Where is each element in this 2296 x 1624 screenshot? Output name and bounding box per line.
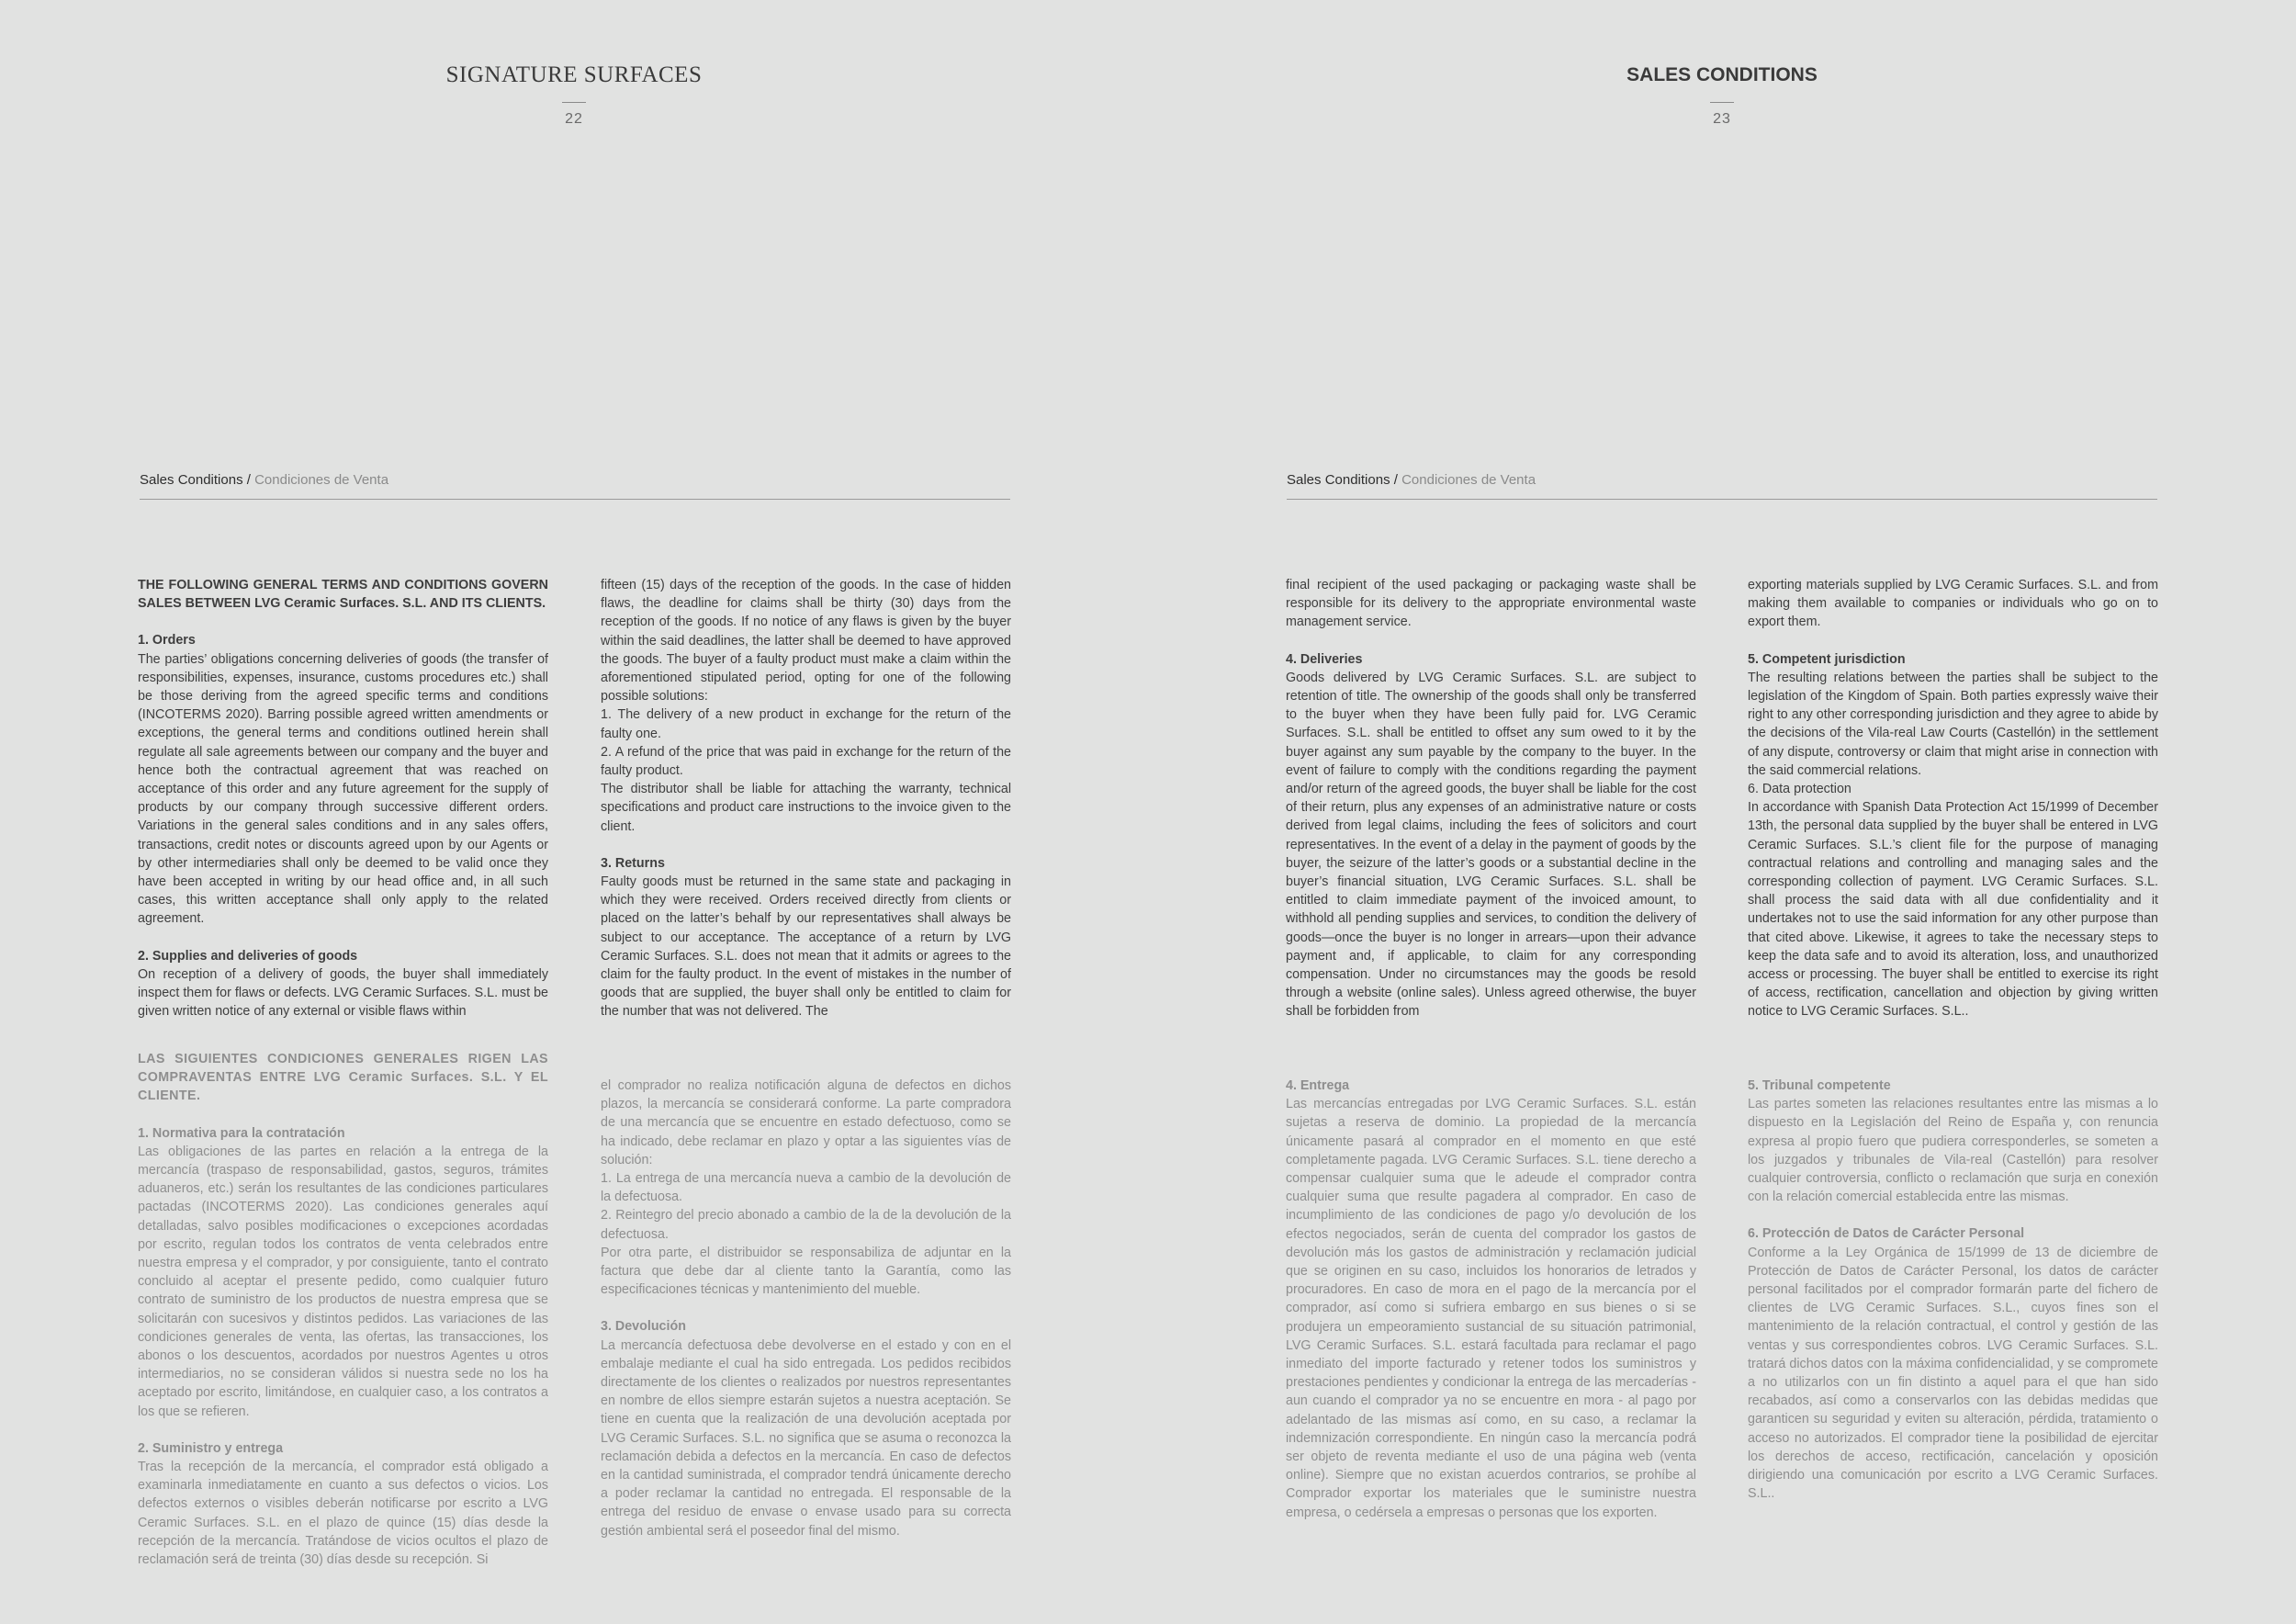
col2-spanish [601,1077,1011,1540]
heading-returns: 3. Returns [601,855,665,871]
breadcrumb-primary: Sales Conditions [140,472,243,488]
paragraph-packaging: final recipient of the used packaging or packaging waste shall be responsible for its delivery to the appropriate environmental waste management service. [1286,578,1696,630]
right-page-title: SALES CONDITIONS [1626,64,1818,85]
paragraph-supplies: On reception of a delivery of goods, the buyer shall immediately inspect them for flaws or defects. LVG Ceramic Surfaces. S.L. must be given written notice of any external or visible flaws within [138,966,548,1020]
paragraph-exporting: exporting materials supplied by LVG Ceramic Surfaces. S.L. and from making them available to companies or individuals who go on to export them. [1748,578,2158,630]
paragraph-suministro: Tras la recepción de la mercancía, el comprador está obligado a examinarla inmediatamente en cuanto a sus defectos o vicios. Los defectos externos o visibles deberán notificarse por escrito a LVG Ceramic Surfaces. S.L. en el plazo de quince (15) días desde la recepción de la mercancía. Tratándose de vicios ocultos el plazo de reclamación será de treinta (30) días desde su recepción. Si [138,1460,548,1568]
heading-tribunal: 5. Tribunal competente [1748,1078,1891,1093]
paragraph-option-2: 2. A refund of the price that was paid in exchange for the return of the faulty product. [601,744,1011,779]
paragraph-distributor: The distributor shall be liable for attaching the warranty, technical specifications and product care instructions to the invoice given to the client. [601,782,1011,834]
paragraph-normativa: Las obligaciones de las partes en relación a la entrega de la mercancía (traspaso de responsabilidad, gastos, seguros, trámites aduaneros, etc.) serán los resultantes de las condiciones particulares pactadas (INCOTERMS 2020). Las condiciones generales aquí detalladas, salvo posibles modificaciones o excepciones acordadas por escrito, regulan todos los contratos de venta celebrados entre nuestra empresa y el comprador, y por consiguiente, tanto el contrato concluido al aceptar el presente pedido, como cualquier futuro contrato de suministro de los productos de nuestra empresa que se solicitarán con sucesivos y distintos pedidos. Las variaciones de las condiciones generales de venta, las ofertas, las transacciones, los abonos o los descuentos, acordados por nuestros Agentes u otros intermediarios, no se consideran válidos si nuestra sede no los ha aceptado por escrito, limitándose, en cualquier caso, a los contratos a los que se refieren. [138,1144,548,1419]
left-page-title: SIGNATURE SURFACES [445,62,703,87]
paragraph-distribuidor: Por otra parte, el distribuidor se responsabiliza de adjuntar en la factura que debe dar al cliente tanto la Garantía, como las especificaciones técnicas y mantenimiento del mueble. [601,1245,1011,1298]
col2-english [601,576,1011,1021]
intro-en: THE FOLLOWING GENERAL TERMS AND CONDITIONS GOVERN SALES BETWEEN LVG Ceramic Surfaces. S.L. AND ITS CLIENTS. [138,578,548,612]
right-title-divider [1710,102,1734,103]
col1-english [138,576,548,1021]
heading-supplies: 2. Supplies and deliveries of goods [138,948,358,964]
paragraph-orders: The parties’ obligations concerning deliveries of goods (the transfer of responsibilities, expenses, insurance, customs procedures etc.) shall be those deriving from the agreed specific terms and conditions (INCOTERMS 2020). Barring possible agreed written amendments or exceptions, the general terms and conditions outlined herein shall regulate all sale agreements between our company and the buyer and hence both the contractual agreement that was reached on acceptance of this order and any future agreement for the supply of products by our company through successive different orders. Variations in the general sales conditions and in any sales offers, transactions, credit notes or discounts agreed upon by our Agents or by other intermediaries shall only be deemed to be valid once they have been accepted in writing by our head office and, in all such cases, this written acceptance shall only apply to the related agreement. [138,651,548,927]
heading-normativa: 1. Normativa para la contratación [138,1125,345,1141]
intro-es: LAS SIGUIENTES CONDICIONES GENERALES RIGEN LAS COMPRAVENTAS ENTRE LVG Ceramic Surfaces. S.L. Y EL CLIENTE. [138,1052,548,1104]
paragraph-devolucion: La mercancía defectuosa debe devolverse en el estado y con en el embalaje mediante el cual ha sido entregada. Los pedidos recibidos directamente de los clientes o realizados por nuestros representantes en nombre de ellos siempre estarán sujetos a nuestra aceptación. Se tiene en cuenta que la realización de una devolución aceptada por LVG Ceramic Surfaces. S.L. no significa que se asuma o reconozca la reclamación debida a defectos en la mercancía. En caso de defectos en la cantidad suministrada, el comprador tendrá únicamente derecho a poder reclamar la cantidad no entregada. El responsable de la entrega del residuo de envase o envase usado para su correcta gestión ambiental será el poseedor final del mismo. [601,1337,1011,1539]
col4-spanish [1748,1077,2158,1503]
breadcrumb-separator: / [246,472,251,488]
col3-english [1286,576,1696,1021]
heading-data-protection: 6. Data protection [1748,782,1851,797]
breadcrumb-separator: / [1393,472,1398,488]
left-title-divider [562,102,586,103]
paragraph-entrega: Las mercancías entregadas por LVG Ceramic Surfaces. S.L. están sujetas a reserva de dominio. La propiedad de la mercancía únicamente pasará al comprador en el momento en que esté completamente pagada. LVG Ceramic Surfaces. S.L. tiene derecho a compensar cualquier suma que le adeude el comprador contra cualquier suma que resulte pagadera al comprador. En caso de incumplimiento de las condiciones de pago y/o devolución de los efectos negociados, serán de cuenta del comprador los gastos de devolución más los gastos de administración y reclamación judicial que se originen en su caso, incluidos los honorarios de letrados y procuradores. En caso de mora en el pago de la mercancía por el comprador, así como si sufriera embargo en sus bienes o si se produjera un empeoramiento sustancial de su situación patrimonial, LVG Ceramic Surfaces. S.L. estará facultada para reclamar el pago inmediato del importe facturado y retener todos los suministros y prestaciones pendientes y condicionar la entrega de las mercaderías - aun cuando el comprador ya no se encuentre en mora - al pago por adelantado de las mismas así como, en su caso, a reclamar la indemnización correspondiente. En ningún caso la mercancía podrá ser objeto de reventa mediante el uso de una página web (venta online). Siempre que no existan acuerdos contrarios, se prohíbe al Comprador exportar los materiales que le suministre nuestra empresa, o cedérsela a empresas o personas que los exporten. [1286,1097,1696,1520]
paragraph-tribunal: Las partes someten las relaciones resultantes entre las mismas a lo dispuesto en la Legislación del Reino de España y, con renuncia expresa al propio fuero que pudiera corresponderles, se someten a los juzgados y tribunales de Vila-real (Castellón) para resolver cualquier controversia, conflicto o reclamación que surja en conexión con la relación comercial establecida entre las mismas. [1748,1097,2158,1205]
heading-proteccion-datos: 6. Protección de Datos de Carácter Personal [1748,1226,2025,1242]
breadcrumb-primary: Sales Conditions [1287,472,1390,488]
paragraph-option-1: 1. The delivery of a new product in exchange for the return of the faulty one. [601,707,1011,741]
breadcrumb-secondary: Condiciones de Venta [1401,472,1536,488]
paragraph-via-1: 1. La entrega de una mercancía nueva a cambio de la devolución de la defectuosa. [601,1171,1011,1205]
right-page-number: 23 [1713,111,1731,127]
heading-suministro: 2. Suministro y entrega [138,1440,284,1456]
paragraph-jurisdiction: The resulting relations between the parties shall be subject to the legislation of the Kingdom of Spain. Both parties expressly waive their right to any other corresponding jurisdiction and they agree to abide by the decisions of the Vila-real Law Courts (Castellón) in the settlement of any dispute, controversy or claim that might arise in connection with the said commercial relations. [1748,670,2158,778]
breadcrumb-secondary: Condiciones de Venta [254,472,389,488]
paragraph-claims: fifteen (15) days of the reception of the goods. In the case of hidden flaws, the deadline for claims shall be thirty (30) days from the reception of the goods. If no notice of any flaws is given by the buyer within the said deadlines, the latter shall be deemed to have approved the goods. The buyer of a faulty product must make a claim within the aforementioned stipulated period, opting for one of the following possible solutions: [601,578,1011,705]
heading-devolucion: 3. Devolución [601,1319,686,1335]
col1-spanish [138,1050,548,1569]
breadcrumb-right [1287,472,1536,488]
breadcrumb-left [140,472,388,488]
paragraph-data-protection: In accordance with Spanish Data Protection Act 15/1999 of December 13th, the personal data supplied by the buyer shall be entered in LVG Ceramic Surfaces. S.L.’s client file for the purpose of managing contractual relations and controlling and managing sales and the corresponding collection of payment. LVG Ceramic Surfaces. S.L. shall process the said data with all due confidentiality and it undertakes not to use the said information for any other purpose than that cited above. Likewise, it agrees to take the necessary steps to keep the data safe and to avoid its alteration, loss, and unauthorized access or processing. The buyer shall be entitled to exercise its right of access, rectification, cancellation and objection by giving written notice to LVG Ceramic Surfaces. S.L.. [1748,800,2158,1020]
col4-english [1748,576,2158,1021]
right-header-rule [1287,499,2157,500]
col3-spanish [1286,1077,1696,1522]
paragraph-proteccion-datos: Conforme a la Ley Orgánica de 15/1999 de 13 de diciembre de Protección de Datos de Carácter Personal, los datos de carácter personal facilitados por el comprador formarán parte del fichero de clientes de LVG Ceramic Surfaces. S.L., cuyos fines son el mantenimiento de la relación contractual, el control y gestión de las ventas y sus correspondientes cobros. LVG Ceramic Surfaces. S.L. tratará dichos datos con la máxima confidencialidad, y se compromete a no utilizarlos con un fin distinto a aquel para el que han sido recabados, así como a conservarlos con las debidas medidas que garanticen su seguridad y eviten su alteración, pérdida, tratamiento o acceso no autorizados. El comprador tiene la posibilidad de ejercitar los derechos de acceso, rectificación, cancelación y oposición dirigiendo una comunicación por escrito a LVG Ceramic Surfaces. S.L.. [1748,1245,2158,1502]
heading-orders: 1. Orders [138,633,196,648]
heading-jurisdiction: 5. Competent jurisdiction [1748,651,1906,667]
left-header-rule [140,499,1010,500]
paragraph-deliveries: Goods delivered by LVG Ceramic Surfaces. S.L. are subject to retention of title. The ownership of the goods shall only be transferred to the buyer when they have been fully paid for. LVG Ceramic Surfaces. S.L. shall be entitled to offset any sum owed to it by the buyer against any sum payable by the company to the buyer. In the event of failure to comply with the conditions regarding the payment and/or return of the agreed goods, the buyer shall be liable for the cost of their return, plus any expenses of an administrative nature or costs derived from legal claims, including the fees of solicitors and court representatives. In the event of a delay in the payment of goods by the buyer, the seizure of the latter’s goods or a substantial decline in the buyer’s financial situation, LVG Ceramic Surfaces. S.L. shall be entitled to claim immediate payment of the invoiced amount, to withhold all pending supplies and services, to condition the delivery of goods—once the buyer is no longer in arrears—upon their advance payment and, if applicable, to claim for any corresponding compensation. Under no circumstances may the goods be resold through a website (online sales). Unless agreed otherwise, the buyer shall be forbidden from [1286,670,1696,1020]
paragraph-via-2: 2. Reintegro del precio abonado a cambio de la de la devolución de la defectuosa. [601,1208,1011,1242]
paragraph-returns: Faulty goods must be returned in the same state and packaging in which they were received. Orders received directly from clients or placed on the latter’s behalf by our representatives shall always be subject to our acceptance. The acceptance of a return by LVG Ceramic Surfaces. S.L. does not mean that it admits or agrees to the claim for the faulty product. In the event of mistakes in the number of goods that are supplied, the buyer shall only be entitled to claim for the number that was not delivered. The [601,874,1011,1020]
heading-entrega: 4. Entrega [1286,1078,1350,1093]
left-page-number: 22 [565,111,583,127]
paragraph-notificacion: el comprador no realiza notificación alguna de defectos en dichos plazos, la mercancía se considerará conforme. La parte compradora de una mercancía que se encuentre en estado defectuoso, como se ha indicado, debe reclamar en plazo y optar a las siguientes vías de solución: [601,1078,1011,1167]
heading-deliveries: 4. Deliveries [1286,651,1363,667]
